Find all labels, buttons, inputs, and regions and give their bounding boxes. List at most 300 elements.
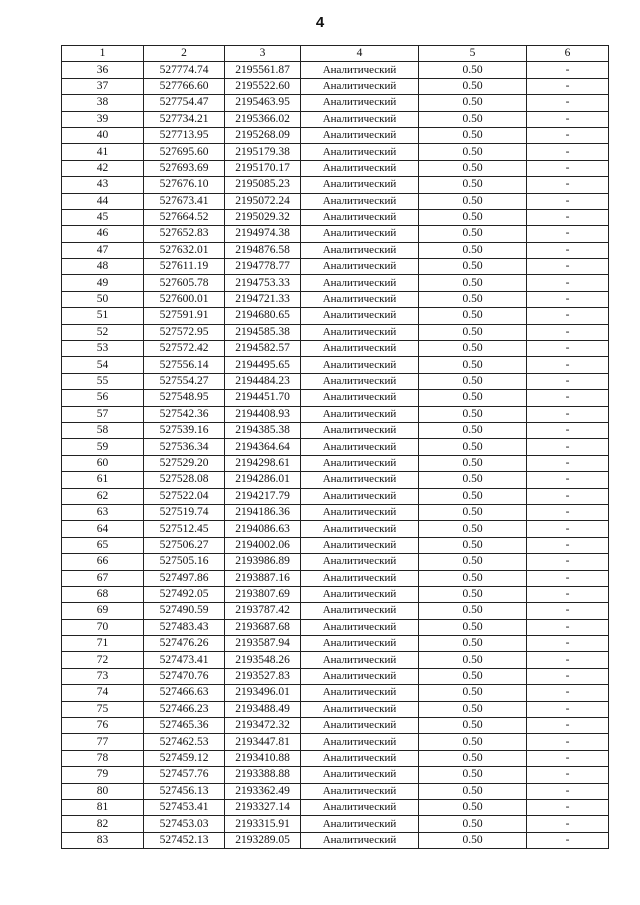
point-number-cell: 56 bbox=[62, 390, 144, 406]
table-row bbox=[62, 570, 609, 586]
method-cell: Аналитический bbox=[301, 209, 419, 225]
method-cell: Аналитический bbox=[301, 308, 419, 324]
table-row bbox=[62, 242, 609, 258]
y-coordinate-cell: 2194495.65 bbox=[225, 357, 301, 373]
method-cell: Аналитический bbox=[301, 95, 419, 111]
description-cell: - bbox=[527, 685, 609, 701]
description-cell: - bbox=[527, 521, 609, 537]
x-coordinate-cell: 527506.27 bbox=[144, 537, 225, 553]
method-cell: Аналитический bbox=[301, 668, 419, 684]
method-cell: Аналитический bbox=[301, 439, 419, 455]
method-cell: Аналитический bbox=[301, 373, 419, 389]
y-coordinate-cell: 2194753.33 bbox=[225, 275, 301, 291]
x-coordinate-cell: 527774.74 bbox=[144, 62, 225, 78]
description-cell: - bbox=[527, 439, 609, 455]
x-coordinate-cell: 527554.27 bbox=[144, 373, 225, 389]
point-number-cell: 67 bbox=[62, 570, 144, 586]
column-header: 2 bbox=[144, 46, 225, 62]
x-coordinate-cell: 527456.13 bbox=[144, 783, 225, 799]
accuracy-cell: 0.50 bbox=[419, 242, 527, 258]
method-cell: Аналитический bbox=[301, 357, 419, 373]
table-row bbox=[62, 636, 609, 652]
y-coordinate-cell: 2194364.64 bbox=[225, 439, 301, 455]
method-cell: Аналитический bbox=[301, 750, 419, 766]
x-coordinate-cell: 527470.76 bbox=[144, 668, 225, 684]
accuracy-cell: 0.50 bbox=[419, 750, 527, 766]
accuracy-cell: 0.50 bbox=[419, 570, 527, 586]
method-cell: Аналитический bbox=[301, 570, 419, 586]
x-coordinate-cell: 527548.95 bbox=[144, 390, 225, 406]
description-cell: - bbox=[527, 570, 609, 586]
point-number-cell: 42 bbox=[62, 160, 144, 176]
y-coordinate-cell: 2194721.33 bbox=[225, 291, 301, 307]
method-cell: Аналитический bbox=[301, 554, 419, 570]
x-coordinate-cell: 527734.21 bbox=[144, 111, 225, 127]
description-cell: - bbox=[527, 734, 609, 750]
table-row bbox=[62, 390, 609, 406]
description-cell: - bbox=[527, 78, 609, 94]
accuracy-cell: 0.50 bbox=[419, 799, 527, 815]
point-number-cell: 66 bbox=[62, 554, 144, 570]
accuracy-cell: 0.50 bbox=[419, 373, 527, 389]
accuracy-cell: 0.50 bbox=[419, 62, 527, 78]
y-coordinate-cell: 2195170.17 bbox=[225, 160, 301, 176]
table-row bbox=[62, 734, 609, 750]
table-row bbox=[62, 193, 609, 209]
y-coordinate-cell: 2195029.32 bbox=[225, 209, 301, 225]
method-cell: Аналитический bbox=[301, 636, 419, 652]
method-cell: Аналитический bbox=[301, 832, 419, 848]
accuracy-cell: 0.50 bbox=[419, 619, 527, 635]
description-cell: - bbox=[527, 750, 609, 766]
x-coordinate-cell: 527483.43 bbox=[144, 619, 225, 635]
point-number-cell: 48 bbox=[62, 259, 144, 275]
table-row bbox=[62, 127, 609, 143]
x-coordinate-cell: 527466.23 bbox=[144, 701, 225, 717]
x-coordinate-cell: 527605.78 bbox=[144, 275, 225, 291]
y-coordinate-cell: 2194408.93 bbox=[225, 406, 301, 422]
column-header: 1 bbox=[62, 46, 144, 62]
accuracy-cell: 0.50 bbox=[419, 767, 527, 783]
accuracy-cell: 0.50 bbox=[419, 422, 527, 438]
point-number-cell: 80 bbox=[62, 783, 144, 799]
table-header-row bbox=[62, 46, 609, 62]
accuracy-cell: 0.50 bbox=[419, 95, 527, 111]
point-number-cell: 59 bbox=[62, 439, 144, 455]
description-cell: - bbox=[527, 127, 609, 143]
x-coordinate-cell: 527529.20 bbox=[144, 455, 225, 471]
accuracy-cell: 0.50 bbox=[419, 488, 527, 504]
table-row bbox=[62, 767, 609, 783]
description-cell: - bbox=[527, 111, 609, 127]
accuracy-cell: 0.50 bbox=[419, 193, 527, 209]
method-cell: Аналитический bbox=[301, 767, 419, 783]
accuracy-cell: 0.50 bbox=[419, 226, 527, 242]
description-cell: - bbox=[527, 406, 609, 422]
table-body bbox=[62, 62, 609, 849]
description-cell: - bbox=[527, 783, 609, 799]
accuracy-cell: 0.50 bbox=[419, 783, 527, 799]
accuracy-cell: 0.50 bbox=[419, 160, 527, 176]
accuracy-cell: 0.50 bbox=[419, 308, 527, 324]
description-cell: - bbox=[527, 422, 609, 438]
method-cell: Аналитический bbox=[301, 783, 419, 799]
x-coordinate-cell: 527522.04 bbox=[144, 488, 225, 504]
accuracy-cell: 0.50 bbox=[419, 455, 527, 471]
accuracy-cell: 0.50 bbox=[419, 586, 527, 602]
table-row bbox=[62, 750, 609, 766]
accuracy-cell: 0.50 bbox=[419, 472, 527, 488]
x-coordinate-cell: 527572.42 bbox=[144, 341, 225, 357]
accuracy-cell: 0.50 bbox=[419, 554, 527, 570]
description-cell: - bbox=[527, 144, 609, 160]
point-number-cell: 77 bbox=[62, 734, 144, 750]
table-row bbox=[62, 685, 609, 701]
table-row bbox=[62, 652, 609, 668]
y-coordinate-cell: 2193687.68 bbox=[225, 619, 301, 635]
x-coordinate-cell: 527693.69 bbox=[144, 160, 225, 176]
table-row bbox=[62, 718, 609, 734]
point-number-cell: 61 bbox=[62, 472, 144, 488]
table-row bbox=[62, 586, 609, 602]
table-row bbox=[62, 95, 609, 111]
point-number-cell: 63 bbox=[62, 504, 144, 520]
point-number-cell: 60 bbox=[62, 455, 144, 471]
accuracy-cell: 0.50 bbox=[419, 341, 527, 357]
description-cell: - bbox=[527, 209, 609, 225]
column-header: 3 bbox=[225, 46, 301, 62]
method-cell: Аналитический bbox=[301, 521, 419, 537]
x-coordinate-cell: 527676.10 bbox=[144, 177, 225, 193]
y-coordinate-cell: 2195072.24 bbox=[225, 193, 301, 209]
y-coordinate-cell: 2194385.38 bbox=[225, 422, 301, 438]
point-number-cell: 50 bbox=[62, 291, 144, 307]
table-row bbox=[62, 488, 609, 504]
table-row bbox=[62, 226, 609, 242]
accuracy-cell: 0.50 bbox=[419, 324, 527, 340]
accuracy-cell: 0.50 bbox=[419, 668, 527, 684]
table-row bbox=[62, 799, 609, 815]
description-cell: - bbox=[527, 226, 609, 242]
method-cell: Аналитический bbox=[301, 111, 419, 127]
description-cell: - bbox=[527, 373, 609, 389]
y-coordinate-cell: 2194585.38 bbox=[225, 324, 301, 340]
x-coordinate-cell: 527453.03 bbox=[144, 816, 225, 832]
table-row bbox=[62, 259, 609, 275]
y-coordinate-cell: 2193986.89 bbox=[225, 554, 301, 570]
description-cell: - bbox=[527, 455, 609, 471]
description-cell: - bbox=[527, 701, 609, 717]
description-cell: - bbox=[527, 62, 609, 78]
table-row bbox=[62, 291, 609, 307]
point-number-cell: 47 bbox=[62, 242, 144, 258]
point-number-cell: 49 bbox=[62, 275, 144, 291]
point-number-cell: 37 bbox=[62, 78, 144, 94]
x-coordinate-cell: 527572.95 bbox=[144, 324, 225, 340]
method-cell: Аналитический bbox=[301, 488, 419, 504]
description-cell: - bbox=[527, 537, 609, 553]
point-number-cell: 78 bbox=[62, 750, 144, 766]
table-row bbox=[62, 62, 609, 78]
method-cell: Аналитический bbox=[301, 472, 419, 488]
method-cell: Аналитический bbox=[301, 422, 419, 438]
description-cell: - bbox=[527, 177, 609, 193]
y-coordinate-cell: 2195522.60 bbox=[225, 78, 301, 94]
y-coordinate-cell: 2193388.88 bbox=[225, 767, 301, 783]
x-coordinate-cell: 527473.41 bbox=[144, 652, 225, 668]
description-cell: - bbox=[527, 390, 609, 406]
method-cell: Аналитический bbox=[301, 259, 419, 275]
x-coordinate-cell: 527505.16 bbox=[144, 554, 225, 570]
x-coordinate-cell: 527611.19 bbox=[144, 259, 225, 275]
table-row bbox=[62, 439, 609, 455]
x-coordinate-cell: 527476.26 bbox=[144, 636, 225, 652]
x-coordinate-cell: 527754.47 bbox=[144, 95, 225, 111]
table-row bbox=[62, 324, 609, 340]
point-number-cell: 83 bbox=[62, 832, 144, 848]
y-coordinate-cell: 2195268.09 bbox=[225, 127, 301, 143]
accuracy-cell: 0.50 bbox=[419, 78, 527, 94]
y-coordinate-cell: 2193548.26 bbox=[225, 652, 301, 668]
x-coordinate-cell: 527652.83 bbox=[144, 226, 225, 242]
method-cell: Аналитический bbox=[301, 734, 419, 750]
table-row bbox=[62, 406, 609, 422]
y-coordinate-cell: 2193410.88 bbox=[225, 750, 301, 766]
accuracy-cell: 0.50 bbox=[419, 357, 527, 373]
description-cell: - bbox=[527, 488, 609, 504]
point-number-cell: 71 bbox=[62, 636, 144, 652]
y-coordinate-cell: 2193472.32 bbox=[225, 718, 301, 734]
point-number-cell: 55 bbox=[62, 373, 144, 389]
point-number-cell: 43 bbox=[62, 177, 144, 193]
table-row bbox=[62, 668, 609, 684]
method-cell: Аналитический bbox=[301, 586, 419, 602]
accuracy-cell: 0.50 bbox=[419, 259, 527, 275]
table-row bbox=[62, 78, 609, 94]
x-coordinate-cell: 527664.52 bbox=[144, 209, 225, 225]
x-coordinate-cell: 527490.59 bbox=[144, 603, 225, 619]
y-coordinate-cell: 2193447.81 bbox=[225, 734, 301, 750]
method-cell: Аналитический bbox=[301, 406, 419, 422]
point-number-cell: 73 bbox=[62, 668, 144, 684]
accuracy-cell: 0.50 bbox=[419, 603, 527, 619]
x-coordinate-cell: 527528.08 bbox=[144, 472, 225, 488]
accuracy-cell: 0.50 bbox=[419, 406, 527, 422]
description-cell: - bbox=[527, 619, 609, 635]
point-number-cell: 74 bbox=[62, 685, 144, 701]
x-coordinate-cell: 527459.12 bbox=[144, 750, 225, 766]
y-coordinate-cell: 2193887.16 bbox=[225, 570, 301, 586]
point-number-cell: 82 bbox=[62, 816, 144, 832]
description-cell: - bbox=[527, 324, 609, 340]
y-coordinate-cell: 2195366.02 bbox=[225, 111, 301, 127]
description-cell: - bbox=[527, 291, 609, 307]
y-coordinate-cell: 2195179.38 bbox=[225, 144, 301, 160]
x-coordinate-cell: 527512.45 bbox=[144, 521, 225, 537]
method-cell: Аналитический bbox=[301, 324, 419, 340]
y-coordinate-cell: 2194286.01 bbox=[225, 472, 301, 488]
description-cell: - bbox=[527, 652, 609, 668]
accuracy-cell: 0.50 bbox=[419, 701, 527, 717]
description-cell: - bbox=[527, 636, 609, 652]
y-coordinate-cell: 2193327.14 bbox=[225, 799, 301, 815]
description-cell: - bbox=[527, 586, 609, 602]
point-number-cell: 41 bbox=[62, 144, 144, 160]
table-row bbox=[62, 816, 609, 832]
point-number-cell: 58 bbox=[62, 422, 144, 438]
description-cell: - bbox=[527, 767, 609, 783]
method-cell: Аналитический bbox=[301, 455, 419, 471]
method-cell: Аналитический bbox=[301, 177, 419, 193]
y-coordinate-cell: 2193787.42 bbox=[225, 603, 301, 619]
method-cell: Аналитический bbox=[301, 685, 419, 701]
method-cell: Аналитический bbox=[301, 799, 419, 815]
method-cell: Аналитический bbox=[301, 226, 419, 242]
method-cell: Аналитический bbox=[301, 390, 419, 406]
y-coordinate-cell: 2193362.49 bbox=[225, 783, 301, 799]
x-coordinate-cell: 527766.60 bbox=[144, 78, 225, 94]
y-coordinate-cell: 2194778.77 bbox=[225, 259, 301, 275]
point-number-cell: 40 bbox=[62, 127, 144, 143]
accuracy-cell: 0.50 bbox=[419, 652, 527, 668]
table-row bbox=[62, 472, 609, 488]
point-number-cell: 81 bbox=[62, 799, 144, 815]
description-cell: - bbox=[527, 275, 609, 291]
x-coordinate-cell: 527457.76 bbox=[144, 767, 225, 783]
x-coordinate-cell: 527542.36 bbox=[144, 406, 225, 422]
x-coordinate-cell: 527465.36 bbox=[144, 718, 225, 734]
method-cell: Аналитический bbox=[301, 701, 419, 717]
y-coordinate-cell: 2195085.23 bbox=[225, 177, 301, 193]
x-coordinate-cell: 527673.41 bbox=[144, 193, 225, 209]
description-cell: - bbox=[527, 668, 609, 684]
description-cell: - bbox=[527, 308, 609, 324]
y-coordinate-cell: 2194582.57 bbox=[225, 341, 301, 357]
accuracy-cell: 0.50 bbox=[419, 390, 527, 406]
table-row bbox=[62, 537, 609, 553]
y-coordinate-cell: 2194876.58 bbox=[225, 242, 301, 258]
method-cell: Аналитический bbox=[301, 160, 419, 176]
point-number-cell: 36 bbox=[62, 62, 144, 78]
description-cell: - bbox=[527, 718, 609, 734]
accuracy-cell: 0.50 bbox=[419, 275, 527, 291]
method-cell: Аналитический bbox=[301, 291, 419, 307]
accuracy-cell: 0.50 bbox=[419, 636, 527, 652]
point-number-cell: 62 bbox=[62, 488, 144, 504]
y-coordinate-cell: 2193488.49 bbox=[225, 701, 301, 717]
y-coordinate-cell: 2193587.94 bbox=[225, 636, 301, 652]
method-cell: Аналитический bbox=[301, 62, 419, 78]
y-coordinate-cell: 2193496.01 bbox=[225, 685, 301, 701]
x-coordinate-cell: 527452.13 bbox=[144, 832, 225, 848]
y-coordinate-cell: 2194680.65 bbox=[225, 308, 301, 324]
point-number-cell: 54 bbox=[62, 357, 144, 373]
accuracy-cell: 0.50 bbox=[419, 439, 527, 455]
point-number-cell: 46 bbox=[62, 226, 144, 242]
table-row bbox=[62, 521, 609, 537]
point-number-cell: 53 bbox=[62, 341, 144, 357]
method-cell: Аналитический bbox=[301, 242, 419, 258]
x-coordinate-cell: 527713.95 bbox=[144, 127, 225, 143]
method-cell: Аналитический bbox=[301, 603, 419, 619]
y-coordinate-cell: 2194002.06 bbox=[225, 537, 301, 553]
column-header: 4 bbox=[301, 46, 419, 62]
accuracy-cell: 0.50 bbox=[419, 816, 527, 832]
y-coordinate-cell: 2194217.79 bbox=[225, 488, 301, 504]
table-row bbox=[62, 455, 609, 471]
y-coordinate-cell: 2193289.05 bbox=[225, 832, 301, 848]
x-coordinate-cell: 527466.63 bbox=[144, 685, 225, 701]
table-row bbox=[62, 308, 609, 324]
x-coordinate-cell: 527695.60 bbox=[144, 144, 225, 160]
description-cell: - bbox=[527, 603, 609, 619]
point-number-cell: 39 bbox=[62, 111, 144, 127]
table-row bbox=[62, 832, 609, 848]
accuracy-cell: 0.50 bbox=[419, 734, 527, 750]
x-coordinate-cell: 527462.53 bbox=[144, 734, 225, 750]
y-coordinate-cell: 2195561.87 bbox=[225, 62, 301, 78]
y-coordinate-cell: 2194484.23 bbox=[225, 373, 301, 389]
table-row bbox=[62, 422, 609, 438]
accuracy-cell: 0.50 bbox=[419, 177, 527, 193]
accuracy-cell: 0.50 bbox=[419, 718, 527, 734]
method-cell: Аналитический bbox=[301, 504, 419, 520]
method-cell: Аналитический bbox=[301, 537, 419, 553]
y-coordinate-cell: 2193527.83 bbox=[225, 668, 301, 684]
table-row bbox=[62, 783, 609, 799]
description-cell: - bbox=[527, 95, 609, 111]
y-coordinate-cell: 2193315.91 bbox=[225, 816, 301, 832]
point-number-cell: 69 bbox=[62, 603, 144, 619]
point-number-cell: 52 bbox=[62, 324, 144, 340]
y-coordinate-cell: 2194974.38 bbox=[225, 226, 301, 242]
method-cell: Аналитический bbox=[301, 341, 419, 357]
table-row bbox=[62, 701, 609, 717]
description-cell: - bbox=[527, 193, 609, 209]
table-row bbox=[62, 209, 609, 225]
y-coordinate-cell: 2193807.69 bbox=[225, 586, 301, 602]
table-row bbox=[62, 160, 609, 176]
table-row bbox=[62, 504, 609, 520]
point-number-cell: 79 bbox=[62, 767, 144, 783]
method-cell: Аналитический bbox=[301, 619, 419, 635]
description-cell: - bbox=[527, 816, 609, 832]
point-number-cell: 38 bbox=[62, 95, 144, 111]
x-coordinate-cell: 527591.91 bbox=[144, 308, 225, 324]
point-number-cell: 68 bbox=[62, 586, 144, 602]
x-coordinate-cell: 527536.34 bbox=[144, 439, 225, 455]
method-cell: Аналитический bbox=[301, 193, 419, 209]
accuracy-cell: 0.50 bbox=[419, 537, 527, 553]
table-row bbox=[62, 177, 609, 193]
coordinates-table bbox=[61, 45, 609, 849]
point-number-cell: 75 bbox=[62, 701, 144, 717]
table-row bbox=[62, 554, 609, 570]
accuracy-cell: 0.50 bbox=[419, 685, 527, 701]
description-cell: - bbox=[527, 504, 609, 520]
method-cell: Аналитический bbox=[301, 127, 419, 143]
table-row bbox=[62, 373, 609, 389]
table-row bbox=[62, 275, 609, 291]
accuracy-cell: 0.50 bbox=[419, 209, 527, 225]
y-coordinate-cell: 2194186.36 bbox=[225, 504, 301, 520]
table-row bbox=[62, 357, 609, 373]
point-number-cell: 51 bbox=[62, 308, 144, 324]
x-coordinate-cell: 527539.16 bbox=[144, 422, 225, 438]
y-coordinate-cell: 2194298.61 bbox=[225, 455, 301, 471]
point-number-cell: 72 bbox=[62, 652, 144, 668]
description-cell: - bbox=[527, 242, 609, 258]
